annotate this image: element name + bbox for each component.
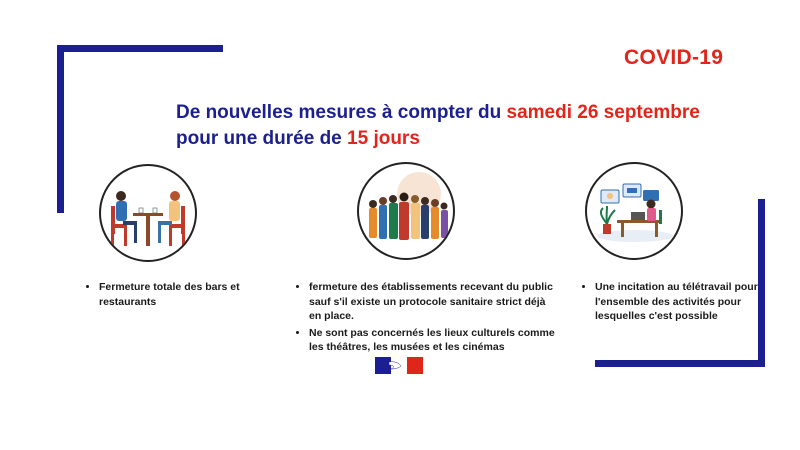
bars-measure-list [82, 280, 269, 311]
telework-measure-list [578, 280, 780, 326]
list-item: • Ne sont pas concernés les lieux culturels comme les théâtres, les musées et les cinémas [309, 326, 559, 355]
headline-text-2: pour une durée de [176, 128, 348, 149]
telework-icon [585, 162, 683, 260]
headline-duration: 15 jours [347, 128, 420, 149]
marianne-logo [375, 357, 423, 374]
list-item: • Fermeture totale des bars et restaurants [99, 280, 269, 309]
corner-frame-bottom-right-horizontal [595, 360, 765, 367]
headline-date: samedi 26 septembre [506, 102, 700, 123]
bar-table-icon [99, 164, 197, 262]
public-venues-measure-list [292, 280, 559, 357]
crowd-icon [357, 162, 455, 260]
corner-frame-top-left-horizontal [57, 45, 223, 52]
headline [176, 100, 736, 152]
covid-badge: COVID-19 [624, 46, 724, 69]
corner-frame-top-left-vertical [57, 45, 64, 213]
headline-text-1: De nouvelles mesures à compter du [176, 102, 507, 123]
list-item: • fermeture des établissements recevant du public sauf s'il existe un protocole sanitaire strict déjà en place. [309, 280, 559, 324]
list-item: • Une incitation au télétravail pour l'ensemble des activités pour lesquelles c'est possible [595, 280, 780, 324]
